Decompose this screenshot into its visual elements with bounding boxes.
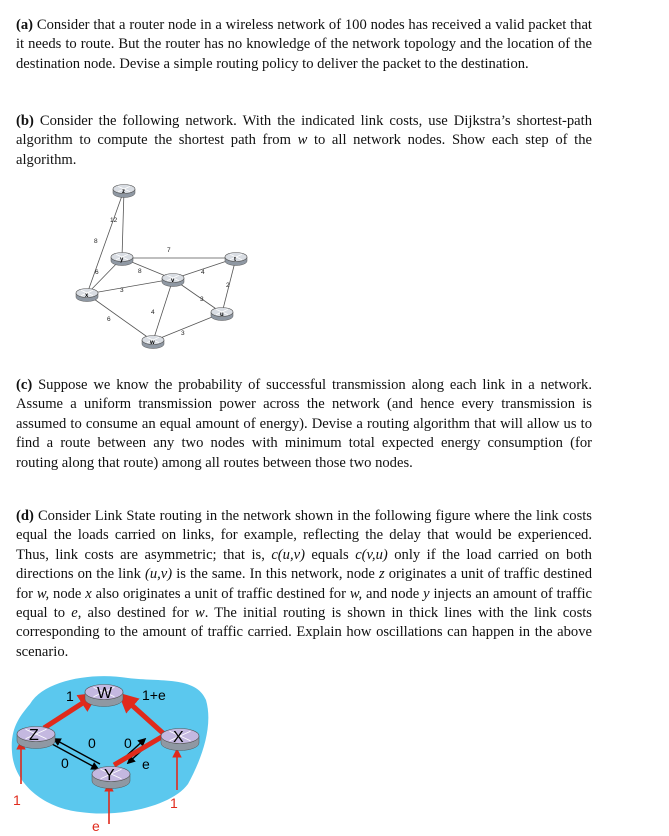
cost-y-v: 8 <box>138 268 142 275</box>
part-a-text: Consider that a router node in a wireless network of 100 nodes has received a valid packet that it needs to route. But the router has no knowledge of the network topology and the location of the destination node. Devise a simple routing policy to deliver the packet to the destination. <box>16 17 592 72</box>
node-label-y: Y <box>104 767 115 784</box>
part-d-text: originates a unit of traffic destined for <box>16 566 592 602</box>
part-d-math: (u,v) <box>144 566 173 583</box>
part-c-label: (c) <box>16 377 33 393</box>
part-d-math: y <box>423 585 430 602</box>
cost-x-w: 1+e <box>142 687 166 703</box>
part-d-math: e <box>71 605 78 622</box>
part-c-text: Suppose we know the probability of successful transmission along each link in a network. Assume a uniform transmission power across the network (and hence every transmission is assumed to consume an equal amount of energy). Devise a routing algorithm that will allow us to find a route between any two nodes with minimum total expected energy consumption (for routing along that route) among all routes between those two nodes. <box>16 377 592 471</box>
part-d-text: node <box>49 585 86 602</box>
part-d-math: w <box>194 605 205 622</box>
node-label-t: t <box>234 257 236 263</box>
part-a-label: (a) <box>16 17 34 33</box>
cost-z-y: 0 <box>88 735 96 751</box>
cost-y-x: 6 <box>95 269 99 276</box>
part-c-paragraph <box>16 376 592 473</box>
node-label-w: W <box>97 685 113 702</box>
part-d-math: c(v,u) <box>355 546 388 563</box>
part-d-text: injects an amount of traffic equal to <box>16 585 593 622</box>
part-b-text-1: Consider the following network. With the indicated link costs, use Dijkstra’s shortest-path algorithm to compute the shortest path from <box>16 113 592 149</box>
cost-v-u: 3 <box>200 296 204 303</box>
cost-t-u: 2 <box>226 282 230 289</box>
part-d-paragraph <box>16 507 592 662</box>
cost-z-x: 8 <box>94 238 98 245</box>
cost-v-t: 4 <box>201 269 205 276</box>
cost-y-z: 0 <box>61 755 69 771</box>
part-d-text: equals <box>304 546 356 563</box>
part-a-paragraph <box>16 16 592 74</box>
part-d-math: w, <box>349 585 363 602</box>
cost-y-t: 7 <box>167 247 171 254</box>
node-label-v: v <box>171 278 175 284</box>
node-label-u: u <box>220 312 224 318</box>
node-label-w: w <box>150 340 155 346</box>
part-d-text: also originates a unit of traffic destined for <box>91 585 350 602</box>
link-z-x <box>87 190 124 294</box>
part-d-text: and node <box>362 585 424 602</box>
part-b-var-w: w <box>297 132 308 149</box>
input-x-amount: 1 <box>170 795 178 811</box>
cost-v-w: 4 <box>151 309 155 316</box>
part-d-math: x <box>85 585 92 602</box>
cost-w-u: 3 <box>181 330 185 337</box>
cost-y-x: 0 <box>124 735 132 751</box>
link-z-y <box>122 190 124 258</box>
node-label-z: Z <box>29 727 39 744</box>
cost-z-w: 1 <box>66 688 74 704</box>
part-d-math: c(u,v) <box>271 546 305 563</box>
input-y-amount: e <box>92 818 100 834</box>
part-d-label: (d) <box>16 508 34 524</box>
link-x-w <box>87 294 153 341</box>
part-d-text: , also destined for <box>77 605 195 622</box>
cost-x-y: e <box>142 756 150 772</box>
node-label-z: z <box>122 189 125 195</box>
part-d-math: w, <box>36 585 50 602</box>
part-d-text: . The initial routing is shown in thick lines with the link costs corresponding to the amount of traffic carried. Explain how oscillations can happen in the above scenario. <box>16 605 592 660</box>
cost-z-y: 12 <box>110 217 118 224</box>
node-label-x: X <box>173 729 184 746</box>
node-label-x: x <box>85 293 89 299</box>
part-d-text: Consider Link State routing in the network shown in the following figure where the link costs equal the loads carried on links, for example, reflecting the delay that would be experienced. Thus, link costs are asymmetric; that is, <box>16 508 592 563</box>
part-d-text: is the same. In this network, node <box>172 566 379 583</box>
router-t <box>225 253 247 266</box>
cost-x-w: 6 <box>107 316 111 323</box>
link-state-oscillation-figure <box>0 668 240 836</box>
part-d-math: z <box>378 566 385 583</box>
part-b-paragraph <box>16 112 592 170</box>
input-z-amount: 1 <box>13 792 21 808</box>
part-b-text-2: to all network nodes. Show each step of the algorithm. <box>16 132 592 168</box>
cost-x-v: 3 <box>120 287 124 294</box>
dijkstra-network-figure <box>56 175 266 355</box>
node-label-y: y <box>120 257 124 263</box>
part-d-text: only if the load carried on both directions on the link <box>16 546 592 583</box>
part-b-label: (b) <box>16 113 34 129</box>
link-v-w <box>153 279 173 341</box>
